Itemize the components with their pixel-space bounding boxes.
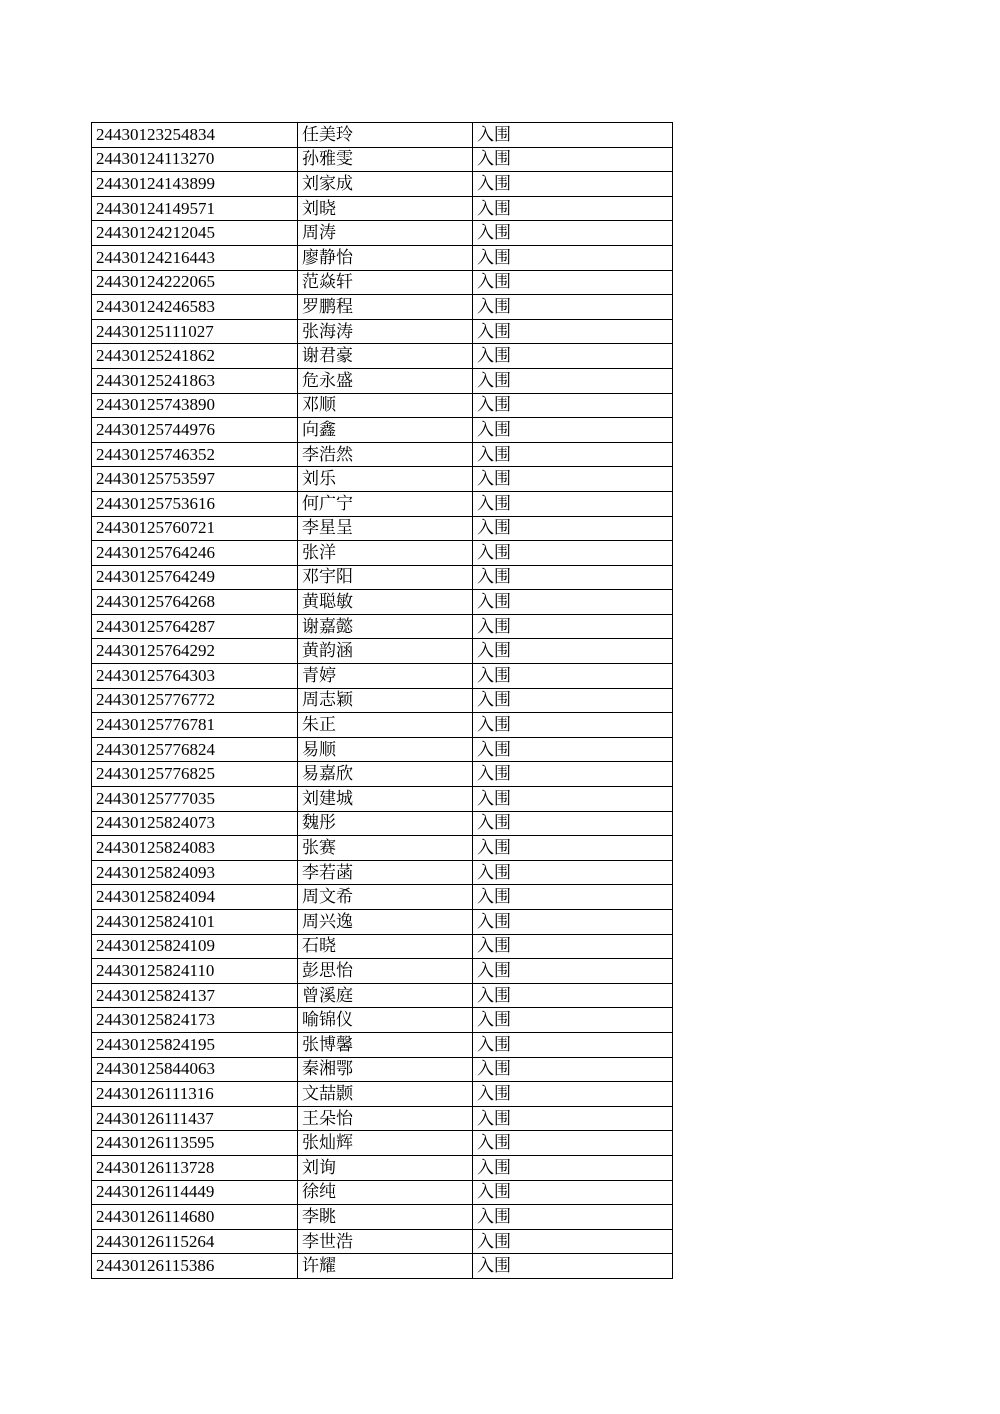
candidate-id-cell: 24430125824195 (92, 1032, 298, 1057)
candidate-table (91, 122, 673, 1279)
candidate-id-cell: 24430125764249 (92, 565, 298, 590)
candidate-id-cell: 24430126111437 (92, 1106, 298, 1131)
candidate-name-cell: 张灿辉 (298, 1131, 473, 1156)
table-row (92, 1155, 673, 1180)
candidate-name-cell: 曾溪庭 (298, 983, 473, 1008)
candidate-status-cell: 入围 (473, 713, 673, 738)
candidate-name-cell: 张海涛 (298, 319, 473, 344)
candidate-id-cell: 24430126113595 (92, 1131, 298, 1156)
candidate-name-cell: 向鑫 (298, 418, 473, 443)
table-row (92, 737, 673, 762)
candidate-status-cell: 入围 (473, 983, 673, 1008)
candidate-name-cell: 危永盛 (298, 368, 473, 393)
candidate-name-cell: 王朵怡 (298, 1106, 473, 1131)
table-row (92, 811, 673, 836)
candidate-name-cell: 刘询 (298, 1155, 473, 1180)
candidate-status-cell: 入围 (473, 418, 673, 443)
candidate-id-cell: 24430125111027 (92, 319, 298, 344)
candidate-status-cell: 入围 (473, 467, 673, 492)
candidate-id-cell: 24430125776825 (92, 762, 298, 787)
candidate-status-cell: 入围 (473, 491, 673, 516)
table-row (92, 1131, 673, 1156)
candidate-status-cell: 入围 (473, 319, 673, 344)
table-row (92, 196, 673, 221)
candidate-name-cell: 张洋 (298, 541, 473, 566)
candidate-status-cell: 入围 (473, 934, 673, 959)
table-row (92, 762, 673, 787)
candidate-id-cell: 24430126113728 (92, 1155, 298, 1180)
candidate-id-cell: 24430125753616 (92, 491, 298, 516)
candidate-id-cell: 24430125744976 (92, 418, 298, 443)
candidate-id-cell: 24430124149571 (92, 196, 298, 221)
candidate-id-cell: 24430124216443 (92, 245, 298, 270)
candidate-id-cell: 24430125824173 (92, 1008, 298, 1033)
candidate-name-cell: 刘晓 (298, 196, 473, 221)
candidate-id-cell: 24430126114449 (92, 1180, 298, 1205)
table-row (92, 983, 673, 1008)
candidate-status-cell: 入围 (473, 123, 673, 148)
candidate-id-cell: 24430125760721 (92, 516, 298, 541)
candidate-name-cell: 范焱轩 (298, 270, 473, 295)
candidate-status-cell: 入围 (473, 1131, 673, 1156)
candidate-name-cell: 李若菡 (298, 860, 473, 885)
table-row (92, 885, 673, 910)
candidate-status-cell: 入围 (473, 565, 673, 590)
candidate-name-cell: 周涛 (298, 221, 473, 246)
candidate-name-cell: 徐纯 (298, 1180, 473, 1205)
candidate-name-cell: 邓顺 (298, 393, 473, 418)
table-row (92, 442, 673, 467)
candidate-status-cell: 入围 (473, 762, 673, 787)
table-row (92, 1008, 673, 1033)
candidate-status-cell: 入围 (473, 1057, 673, 1082)
candidate-status-cell: 入围 (473, 245, 673, 270)
table-row (92, 295, 673, 320)
candidate-id-cell: 24430126115264 (92, 1229, 298, 1254)
table-row (92, 836, 673, 861)
candidate-name-cell: 周文希 (298, 885, 473, 910)
candidate-id-cell: 24430125776781 (92, 713, 298, 738)
candidate-id-cell: 24430124113270 (92, 147, 298, 172)
candidate-name-cell: 罗鹏程 (298, 295, 473, 320)
table-row (92, 1106, 673, 1131)
table-row (92, 565, 673, 590)
candidate-status-cell: 入围 (473, 590, 673, 615)
candidate-name-cell: 张博馨 (298, 1032, 473, 1057)
candidate-id-cell: 24430125764268 (92, 590, 298, 615)
candidate-name-cell: 彭思怡 (298, 959, 473, 984)
candidate-status-cell: 入围 (473, 196, 673, 221)
candidate-name-cell: 谢君豪 (298, 344, 473, 369)
candidate-id-cell: 24430125743890 (92, 393, 298, 418)
candidate-id-cell: 24430125776772 (92, 688, 298, 713)
candidate-status-cell: 入围 (473, 1254, 673, 1279)
candidate-status-cell: 入围 (473, 368, 673, 393)
candidate-status-cell: 入围 (473, 1008, 673, 1033)
table-row (92, 541, 673, 566)
table-row (92, 1032, 673, 1057)
table-row (92, 639, 673, 664)
candidate-status-cell: 入围 (473, 344, 673, 369)
candidate-status-cell: 入围 (473, 1155, 673, 1180)
candidate-status-cell: 入围 (473, 664, 673, 689)
candidate-id-cell: 24430125764287 (92, 614, 298, 639)
candidate-id-cell: 24430124222065 (92, 270, 298, 295)
candidate-status-cell: 入围 (473, 614, 673, 639)
candidate-status-cell: 入围 (473, 541, 673, 566)
candidate-name-cell: 孙雅雯 (298, 147, 473, 172)
candidate-status-cell: 入围 (473, 221, 673, 246)
candidate-name-cell: 青婷 (298, 664, 473, 689)
candidate-status-cell: 入围 (473, 885, 673, 910)
candidate-id-cell: 24430126114680 (92, 1205, 298, 1230)
table-row (92, 418, 673, 443)
table-row (92, 123, 673, 148)
table-row (92, 516, 673, 541)
candidate-name-cell: 黄聪敏 (298, 590, 473, 615)
candidate-status-cell: 入围 (473, 836, 673, 861)
table-row (92, 393, 673, 418)
table-row (92, 860, 673, 885)
candidate-name-cell: 文喆颢 (298, 1082, 473, 1107)
candidate-name-cell: 邓宇阳 (298, 565, 473, 590)
candidate-name-cell: 李眺 (298, 1205, 473, 1230)
table-row (92, 270, 673, 295)
candidate-name-cell: 刘家成 (298, 172, 473, 197)
candidate-status-cell: 入围 (473, 737, 673, 762)
candidate-id-cell: 24430124246583 (92, 295, 298, 320)
table-row (92, 172, 673, 197)
candidate-id-cell: 24430125824110 (92, 959, 298, 984)
table-row (92, 1229, 673, 1254)
candidate-status-cell: 入围 (473, 1032, 673, 1057)
candidate-id-cell: 24430125764246 (92, 541, 298, 566)
candidate-status-cell: 入围 (473, 172, 673, 197)
candidate-table-body (92, 123, 673, 1279)
candidate-id-cell: 24430125241862 (92, 344, 298, 369)
candidate-name-cell: 许耀 (298, 1254, 473, 1279)
candidate-status-cell: 入围 (473, 639, 673, 664)
candidate-status-cell: 入围 (473, 910, 673, 935)
table-row (92, 959, 673, 984)
table-row (92, 787, 673, 812)
table-row (92, 614, 673, 639)
candidate-id-cell: 24430125824093 (92, 860, 298, 885)
candidate-status-cell: 入围 (473, 811, 673, 836)
candidate-id-cell: 24430125824094 (92, 885, 298, 910)
candidate-status-cell: 入围 (473, 393, 673, 418)
table-row (92, 1082, 673, 1107)
candidate-id-cell: 24430124212045 (92, 221, 298, 246)
candidate-status-cell: 入围 (473, 270, 673, 295)
candidate-id-cell: 24430125241863 (92, 368, 298, 393)
candidate-name-cell: 朱正 (298, 713, 473, 738)
table-row (92, 664, 673, 689)
candidate-name-cell: 喻锦仪 (298, 1008, 473, 1033)
candidate-name-cell: 周志颖 (298, 688, 473, 713)
candidate-id-cell: 24430125824101 (92, 910, 298, 935)
candidate-id-cell: 24430123254834 (92, 123, 298, 148)
candidate-status-cell: 入围 (473, 1229, 673, 1254)
table-row (92, 713, 673, 738)
candidate-name-cell: 刘乐 (298, 467, 473, 492)
candidate-status-cell: 入围 (473, 1082, 673, 1107)
table-row (92, 344, 673, 369)
candidate-id-cell: 24430126115386 (92, 1254, 298, 1279)
table-row (92, 1057, 673, 1082)
candidate-name-cell: 何广宁 (298, 491, 473, 516)
candidate-name-cell: 石晓 (298, 934, 473, 959)
candidate-id-cell: 24430125824073 (92, 811, 298, 836)
candidate-status-cell: 入围 (473, 442, 673, 467)
candidate-id-cell: 24430126111316 (92, 1082, 298, 1107)
table-row (92, 147, 673, 172)
candidate-name-cell: 李世浩 (298, 1229, 473, 1254)
candidate-status-cell: 入围 (473, 147, 673, 172)
candidate-status-cell: 入围 (473, 787, 673, 812)
candidate-status-cell: 入围 (473, 1180, 673, 1205)
table-row (92, 491, 673, 516)
candidate-id-cell: 24430125753597 (92, 467, 298, 492)
table-row (92, 221, 673, 246)
table-row (92, 590, 673, 615)
candidate-status-cell: 入围 (473, 516, 673, 541)
table-row (92, 910, 673, 935)
candidate-name-cell: 刘建城 (298, 787, 473, 812)
candidate-id-cell: 24430125764292 (92, 639, 298, 664)
candidate-id-cell: 24430125824083 (92, 836, 298, 861)
table-row (92, 1254, 673, 1279)
candidate-id-cell: 24430125824109 (92, 934, 298, 959)
candidate-status-cell: 入围 (473, 1205, 673, 1230)
candidate-name-cell: 谢嘉懿 (298, 614, 473, 639)
candidate-id-cell: 24430125777035 (92, 787, 298, 812)
candidate-id-cell: 24430124143899 (92, 172, 298, 197)
candidate-name-cell: 廖静怡 (298, 245, 473, 270)
table-row (92, 319, 673, 344)
candidate-status-cell: 入围 (473, 959, 673, 984)
table-row (92, 467, 673, 492)
candidate-status-cell: 入围 (473, 1106, 673, 1131)
table-row (92, 1180, 673, 1205)
candidate-name-cell: 任美玲 (298, 123, 473, 148)
table-row (92, 368, 673, 393)
candidate-name-cell: 易嘉欣 (298, 762, 473, 787)
candidate-id-cell: 24430125844063 (92, 1057, 298, 1082)
candidate-id-cell: 24430125776824 (92, 737, 298, 762)
candidate-name-cell: 周兴逸 (298, 910, 473, 935)
candidate-name-cell: 黄韵涵 (298, 639, 473, 664)
candidate-id-cell: 24430125824137 (92, 983, 298, 1008)
candidate-name-cell: 张赛 (298, 836, 473, 861)
candidate-name-cell: 李星呈 (298, 516, 473, 541)
candidate-name-cell: 秦湘鄂 (298, 1057, 473, 1082)
candidate-name-cell: 易顺 (298, 737, 473, 762)
table-row (92, 934, 673, 959)
table-row (92, 1205, 673, 1230)
candidate-status-cell: 入围 (473, 295, 673, 320)
table-row (92, 245, 673, 270)
candidate-id-cell: 24430125764303 (92, 664, 298, 689)
candidate-status-cell: 入围 (473, 688, 673, 713)
candidate-status-cell: 入围 (473, 860, 673, 885)
candidate-name-cell: 李浩然 (298, 442, 473, 467)
table-row (92, 688, 673, 713)
candidate-id-cell: 24430125746352 (92, 442, 298, 467)
candidate-name-cell: 魏彤 (298, 811, 473, 836)
